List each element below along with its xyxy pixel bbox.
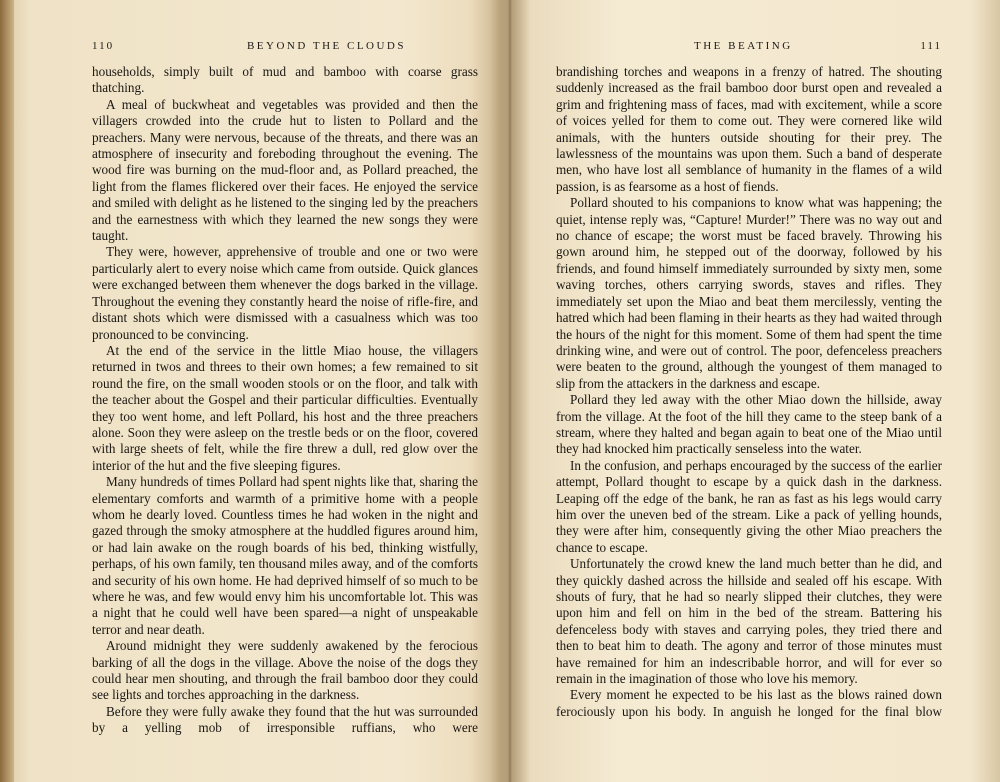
paragraph: Pollard shouted to his companions to know what was happening; the quiet, intense reply was, “Capture! Murder!” There was no way out and no chance of escape; the worst must be faced bravely. Throwing his gown around him, he stepped out of the doorway, followed by his friends, and found himself immediately surrounded by sixty men, some waving torches, others carrying swords, staves and rifles. They immediately set upon the Miao and beat them mercilessly, venting the hatred which had been flaming in their hearts as they had waited through the hours of the night for this moment. Some of them had spent the time drinking wine, and were out of control. The poor, defenceless preachers were beaten to the ground, although the youngest of them managed to slip from the attackers in the darkness and escape. xyxy=(556,195,942,391)
left-page xyxy=(92,40,478,737)
left-page-number: 110 xyxy=(92,40,115,52)
left-running-title: BEYOND THE CLOUDS xyxy=(246,40,406,52)
paragraph: Unfortunately the crowd knew the land much better than he did, and they quickly dashed across the hillside and sealed off his escape. With shouts of fury, that he had so nearly slipped their clutches, they were upon him and fell on him in the bed of the stream. Battering his defenceless body with staves and carrying poles, they tried there and then to beat him to death. The agony and terror of those minutes must have remained for him an indescribable horror, and will for ever so remain in the imagination of those who love his memory. xyxy=(556,556,942,687)
right-page-number: 111 xyxy=(920,40,942,52)
left-page-text xyxy=(92,64,478,737)
paragraph: Pollard they led away with the other Miao down the hillside, away from the village. At the foot of the hill they came to the steep bank of a stream, where they halted and began again to beat one of the Miao until they had knocked him practically senseless into the water. xyxy=(556,392,942,457)
right-running-head xyxy=(556,40,942,56)
paragraph: Many hundreds of times Pollard had spent nights like that, sharing the elementary comforts and warmth of a primitive home with a people whom he dearly loved. Countless times he had woken in the night and gazed through the smoky atmosphere at the huddled figures around him, or had lain awake on the rough boards of his bed, thinking wistfully, perhaps, of his own family, ten thousand miles away, and of the comforts and security of his own home. He had deprived himself of so much to be where he was, and few would envy him his uncomfortable lot. This was a night that he could well have been spared—a night of unspeakable terror and near death. xyxy=(92,474,478,637)
book-gutter xyxy=(490,0,530,782)
paragraph: Before they were fully awake they found that the hut was surrounded by a yelling mob of irresponsible ruffians, who were xyxy=(92,703,478,736)
paragraph: They were, however, apprehensive of trouble and one or two were particularly alert to every noise which came from outside. Quick glances were exchanged between them whenever the dogs barked in the village. Throughout the evening they constantly heard the noise of rifle-fire, and distant shots which were dismissed with a casualness which was too pronounced to be convincing. xyxy=(92,244,478,342)
paragraph: A meal of buckwheat and vegetables was provided and then the villagers crowded into the crude hut to listen to Pollard and the preachers. Many were nervous, because of the threats, and there was an atmosphere of insecurity and foreboding throughout the evening. The wood fire was burning on the mud-floor and, as Pollard preached, the light from the flames flickered over their faces. He enjoyed the service and smiled with delight as he listened to the singing led by the preachers and the earnestness with which they learned the new songs they were taught. xyxy=(92,96,478,244)
right-page-text xyxy=(556,64,942,720)
paragraph: Every moment he expected to be his last as the blows rained down ferociously upon his body. In anguish he longed for the final blow xyxy=(556,687,942,719)
paragraph: In the confusion, and perhaps encouraged by the success of the earlier attempt, Pollard thought to escape by a quick dash in the darkness. Leaping off the edge of the bank, he ran as fast as his legs would carry him over the uneven bed of the stream. Like a pack of yelling hounds, they were after him, consequently giving the other Miao preachers the chance to escape. xyxy=(556,457,942,555)
paragraph: brandishing torches and weapons in a frenzy of hatred. The shouting suddenly increased as the frail bamboo door burst open and revealed a grim and frightening mass of faces, mad with excitement, while a score of voices yelled for them to come out. They were cornered like wild animals, with the hunters outside shouting for their prey. The lawlessness of the mountains was upon them. Such a band of desperate men, who have lost all semblance of humanity in the flames of a wild passion, is as fearsome as a host of fiends. xyxy=(556,64,942,194)
paragraph: households, simply built of mud and bamboo with coarse grass thatching. xyxy=(92,64,478,96)
left-running-head xyxy=(92,40,478,56)
right-running-title: THE BEATING xyxy=(694,40,793,52)
right-page xyxy=(556,40,942,720)
page-edge xyxy=(0,0,14,782)
paragraph: At the end of the service in the little Miao house, the villagers returned in twos and threes to their own homes; a few remained to sit round the fire, on the small wooden stools or on the floor, and talk with the teacher about the Gospel and their particular difficulties. Eventually they too went home, and left Pollard, his host and the three preachers alone. Soon they were asleep on the trestle beds or on the floor, covered with large sheets of felt, while the fire threw a dull, red glow over the interior of the hut and the five sleeping figures. xyxy=(92,342,478,473)
paragraph: Around midnight they were suddenly awakened by the ferocious barking of all the dogs in the village. Above the noise of the dogs they could hear men shouting, and through the frail bamboo door they could see lights and torches approaching in the darkness. xyxy=(92,638,478,703)
